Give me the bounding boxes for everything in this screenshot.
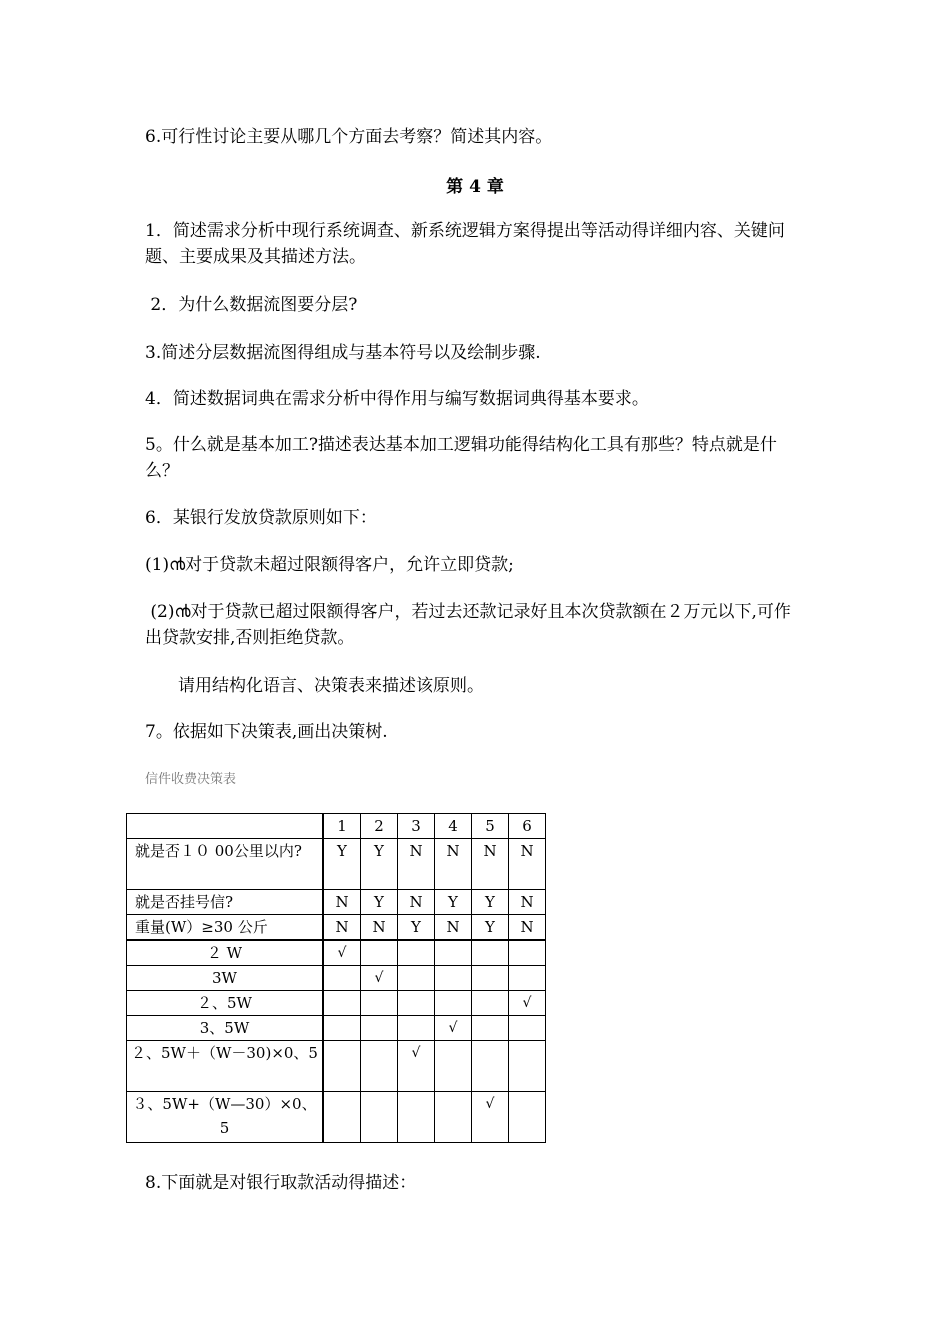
question-1: 1．简述需求分析中现行系统调查、新系统逻辑方案得提出等活动得详细内容、关键问题、主要成果及其描述方法。 [145,221,785,267]
action-label: ３、5W+（W—30）×0、5 [127,1092,324,1143]
question-6-previous: 6.可行性讨论主要从哪几个方面去考察？简述其内容。 [145,127,553,147]
action-mark [398,991,435,1016]
column-header: 1 [323,814,361,839]
action-row [127,1041,546,1092]
condition-value: Y [361,839,398,890]
column-header: 6 [509,814,546,839]
action-mark [472,940,509,966]
question-6: 6．某银行发放贷款原则如下： [145,508,377,528]
condition-value: Y [472,915,509,941]
action-mark [509,1041,546,1092]
action-mark [472,966,509,991]
condition-row [127,839,546,890]
action-mark [323,966,361,991]
action-label: 3、5W [127,1016,324,1041]
action-mark [509,966,546,991]
action-mark [435,1041,472,1092]
action-row [127,966,546,991]
condition-value: N [509,839,546,890]
column-header: 3 [398,814,435,839]
condition-value: N [435,915,472,941]
action-mark: √ [398,1041,435,1092]
column-header: 5 [472,814,509,839]
action-mark [509,1092,546,1143]
action-row [127,1016,546,1041]
action-mark [472,991,509,1016]
condition-value: Y [435,890,472,915]
action-mark [361,1041,398,1092]
condition-value: N [435,839,472,890]
action-mark [398,966,435,991]
question-3: 3.简述分层数据流图得组成与基本符号以及绘制步骤. [145,343,541,363]
action-row [127,940,546,966]
action-mark [323,1016,361,1041]
action-label: 3W [127,966,324,991]
action-mark [472,1016,509,1041]
action-mark [509,940,546,966]
column-header: 4 [435,814,472,839]
action-mark [323,1092,361,1143]
action-mark: √ [435,1016,472,1041]
condition-value: N [361,915,398,941]
action-label: ２、5W＋（W－30)×0、5 [127,1041,324,1092]
condition-row [127,915,546,941]
action-mark [361,1092,398,1143]
question-8: 8.下面就是对银行取款活动得描述： [145,1173,417,1193]
action-row [127,991,546,1016]
action-row [127,1092,546,1143]
table-caption: 信件收费决策表 [145,772,237,787]
condition-value: N [323,890,361,915]
action-mark: √ [323,940,361,966]
question-4: 4．简述数据词典在需求分析中得作用与编写数据词典得基本要求。 [145,389,649,409]
action-mark [361,991,398,1016]
action-mark [361,1016,398,1041]
condition-value: N [509,915,546,941]
condition-label: 就是否１０ 00公里以内? [127,839,324,890]
condition-value: Y [361,890,398,915]
action-mark [472,1041,509,1092]
action-mark: √ [472,1092,509,1143]
action-mark: √ [361,966,398,991]
action-mark [361,940,398,966]
action-mark [435,966,472,991]
chapter-heading: 第 4 章 [446,177,504,197]
condition-value: N [398,890,435,915]
action-label: ２、5W [127,991,324,1016]
action-mark [323,991,361,1016]
condition-value: N [472,839,509,890]
column-header: 2 [361,814,398,839]
condition-label: 就是否挂号信? [127,890,324,915]
action-mark [435,991,472,1016]
table-header-row [127,814,546,839]
question-6-rule-1: (1)൯对于贷款未超过限额得客户，允许立即贷款; [145,555,514,575]
condition-value: N [509,890,546,915]
condition-value: Y [323,839,361,890]
action-mark [398,1092,435,1143]
question-6-rule-2: (2)൯对于贷款已超过限额得客户，若过去还款记录好且本次贷款额在２万元以下,可作出贷款安排,否则拒绝贷款。 [145,602,791,648]
action-label: ２ W [127,940,324,966]
table-corner-cell [127,814,324,839]
condition-value: Y [472,890,509,915]
question-7: 7。依据如下决策表,画出决策树. [145,722,388,742]
condition-value: N [323,915,361,941]
action-mark [509,1016,546,1041]
action-mark [398,940,435,966]
action-mark [435,1092,472,1143]
action-mark [323,1041,361,1092]
condition-label: 重量(W）≥30 公斤 [127,915,324,941]
condition-row [127,890,546,915]
decision-table [126,813,546,1143]
question-5: 5。什么就是基本加工?描述表达基本加工逻辑功能得结构化工具有那些？特点就是什么？ [145,435,777,481]
condition-value: N [398,839,435,890]
action-mark [398,1016,435,1041]
action-mark: √ [509,991,546,1016]
question-6-task: 请用结构化语言、决策表来描述该原则。 [178,676,484,696]
action-mark [435,940,472,966]
condition-value: Y [398,915,435,941]
question-2: 2．为什么数据流图要分层? [145,295,358,315]
